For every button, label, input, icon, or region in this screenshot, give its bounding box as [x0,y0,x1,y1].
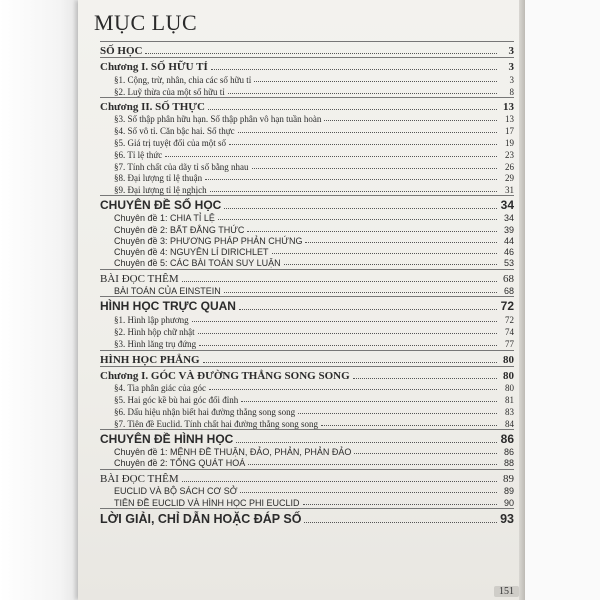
toc-label: Chuyên đề 1: MỆNH ĐỀ THUẬN, ĐẢO, PHẢN, PHẢN ĐẢO [114,447,352,458]
toc-page-number: 31 [505,185,514,196]
toc-row-part [100,41,514,57]
dot-leader [238,132,497,133]
toc-label: BÀI TOÁN CỦA EINSTEIN [114,286,221,297]
toc-page-number: 74 [505,326,514,337]
toc-row-cd [100,296,514,313]
dot-leader [199,345,497,346]
toc-label: §4. Số vô tỉ. Căn bậc hai. Số thực [114,126,235,137]
dot-leader [239,309,497,310]
toc-row-ent [100,285,514,296]
toc-label: §2. Luỹ thừa của một số hữu tỉ [114,86,225,97]
dot-leader [298,413,497,414]
dot-leader [203,362,497,363]
dot-leader [304,522,497,523]
toc-page-number: 23 [505,149,514,160]
toc-row-sub [100,136,514,148]
toc-page-number: 86 [503,447,514,458]
toc-row-ent [100,496,514,507]
toc-page-number: 77 [505,338,514,349]
toc-label: §6. Dấu hiệu nhận biết hai đường thẳng song song [114,407,296,418]
toc-row-ent [100,257,514,268]
toc-label: Chuyên đề 1: CHIA TỈ LỆ [114,213,215,224]
toc-row-ent [100,446,514,457]
toc-row-sub [100,405,514,417]
toc-row-sub [100,160,514,172]
toc-label: §7. Tiên đề Euclid. Tính chất hai đường thẳng song song [114,418,318,429]
dot-leader [254,81,497,82]
toc-row-part [100,469,514,485]
toc-page-number: 90 [503,497,514,508]
toc-page-number: 89 [503,486,514,497]
toc-page-number: 3 [509,74,514,85]
dot-leader [247,231,497,232]
dot-leader [324,120,497,121]
toc-page-number: 53 [503,258,514,269]
toc-label: SỐ HỌC [100,45,143,57]
page-number: 151 [494,586,519,597]
dot-leader [210,191,497,192]
dot-leader [165,156,497,157]
toc-row-sub [100,382,514,394]
page-title: MỤC LỤC [94,10,198,35]
dot-leader [182,481,497,482]
toc-page-number: 29 [505,173,514,184]
toc-label: Chương I. GÓC VÀ ĐƯỜNG THẲNG SONG SONG [100,369,350,382]
toc-label: CHUYÊN ĐỀ SỐ HỌC [100,198,222,213]
toc-row-ent [100,457,514,468]
toc-label: Chương II. SỐ THỰC [100,100,205,113]
dot-leader [182,281,497,282]
dot-leader [248,464,497,465]
toc-label: §1. Cộng, trừ, nhân, chia các số hữu tỉ [114,74,252,85]
toc-page-number: 8 [509,86,514,97]
toc-row-sub [100,148,514,160]
dot-leader [218,219,497,220]
toc-row-sub [100,417,514,429]
toc-page-number: 81 [505,395,514,406]
toc-page-number: 39 [503,224,514,235]
toc-page-number: 84 [505,418,514,429]
toc-row-sub [100,124,514,136]
toc-label: TIÊN ĐỀ EUCLID VÀ HÌNH HỌC PHI EUCLID [114,497,300,508]
toc-label: Chuyên đề 5: CÁC BÀI TOÁN SUY LUẬN [114,258,281,269]
table-of-contents [100,40,514,526]
dot-leader [209,389,497,390]
toc-page-number: 80 [503,353,514,366]
toc-row-cd [100,429,514,446]
toc-page-number: 44 [503,235,514,246]
toc-page-number: 34 [500,198,514,213]
toc-page-number: 80 [505,383,514,394]
dot-leader [240,492,497,493]
dot-leader [211,69,497,70]
toc-label: §4. Tia phân giác của góc [114,383,206,394]
background-right [525,0,600,600]
toc-page-number: 3 [508,45,514,57]
toc-page-number: 80 [503,369,514,382]
toc-row-big [100,508,514,526]
toc-page-number: 93 [500,511,514,526]
toc-page-number: 83 [505,407,514,418]
toc-label: §9. Đại lượng tỉ lệ nghịch [114,185,207,196]
toc-row-sub [100,337,514,349]
dot-leader [305,242,497,243]
toc-label: §1. Hình lập phương [114,315,189,326]
dot-leader [224,208,497,209]
toc-row-ent [100,485,514,496]
toc-label: BÀI ĐỌC THÊM [100,473,179,486]
dot-leader [145,53,497,54]
dot-leader [192,321,497,322]
toc-label: §5. Giá trị tuyệt đối của một số [114,137,226,148]
toc-row-chap [100,97,514,113]
toc-label: §3. Số thập phân hữu hạn. Số thập phân vô hạn tuần hoàn [114,114,322,125]
toc-label: Chuyên đề 4: NGUYÊN LÍ DIRICHLET [114,246,269,257]
toc-label: LỜI GIẢI, CHỈ DẪN HOẶC ĐÁP SỐ [100,511,302,526]
toc-label: §5. Hai góc kề bù hai góc đối đỉnh [114,395,239,406]
toc-row-part [100,350,514,366]
dot-leader [272,253,497,254]
toc-page-number: 13 [503,100,514,113]
toc-label: §7. Tính chất của dãy tỉ số bằng nhau [114,161,249,172]
dot-leader [205,179,497,180]
toc-row-ent [100,223,514,234]
toc-label: Chuyên đề 2: BẤT ĐẲNG THỨC [114,224,245,235]
dot-leader [198,333,497,334]
toc-page-number: 72 [505,315,514,326]
dot-leader [228,93,497,94]
toc-row-sub [100,113,514,125]
toc-page-number: 68 [503,286,514,297]
toc-page-number: 72 [500,299,514,314]
toc-page-number: 3 [508,61,514,73]
dot-leader [252,168,497,169]
toc-row-part [100,269,514,285]
toc-label: BÀI ĐỌC THÊM [100,273,179,286]
dot-leader [236,442,497,443]
dot-leader [224,292,497,293]
toc-row-chap [100,57,514,73]
toc-row-sub [100,172,514,184]
toc-label: HÌNH HỌC PHẲNG [100,353,200,366]
dot-leader [303,504,497,505]
toc-label: §6. Tỉ lệ thức [114,149,163,160]
toc-row-chap [100,366,514,382]
toc-row-ent [100,246,514,257]
toc-page-number: 19 [505,137,514,148]
toc-page-number: 26 [505,161,514,172]
toc-label: EUCLID VÀ BỘ SÁCH CƠ SỞ [114,486,238,497]
dot-leader [353,378,497,379]
toc-page-number: 89 [503,473,514,486]
toc-label: §2. Hình hộp chữ nhật [114,326,195,337]
toc-page-number: 46 [503,246,514,257]
toc-row-sub [100,393,514,405]
toc-row-sub [100,73,514,85]
toc-row-sub [100,325,514,337]
toc-row-sub [100,313,514,325]
toc-page-number: 34 [503,213,514,224]
toc-label: HÌNH HỌC TRỰC QUAN [100,299,236,314]
toc-page-number: 68 [503,273,514,286]
dot-leader [229,144,497,145]
dot-leader [354,453,497,454]
toc-row-sub [100,85,514,97]
toc-page-number: 88 [503,458,514,469]
toc-label: §8. Đại lượng tỉ lệ thuận [114,173,203,184]
dot-leader [208,109,497,110]
toc-label: CHUYÊN ĐỀ HÌNH HỌC [100,431,234,446]
dot-leader [241,401,497,402]
dot-leader [284,264,497,265]
toc-row-cd [100,195,514,212]
toc-label: §3. Hình lăng trụ đứng [114,338,197,349]
toc-label: Chuyên đề 3: PHƯƠNG PHÁP PHẢN CHỨNG [114,235,303,246]
dot-leader [321,425,497,426]
toc-label: Chương I. SỐ HỮU TỈ [100,61,208,73]
toc-page-number: 13 [505,114,514,125]
toc-label: Chuyên đề 2: TỔNG QUÁT HOÁ [114,458,246,469]
toc-row-ent [100,212,514,223]
toc-row-ent [100,235,514,246]
toc-page-number: 17 [505,126,514,137]
toc-page-number: 86 [500,431,514,446]
toc-row-sub [100,183,514,195]
